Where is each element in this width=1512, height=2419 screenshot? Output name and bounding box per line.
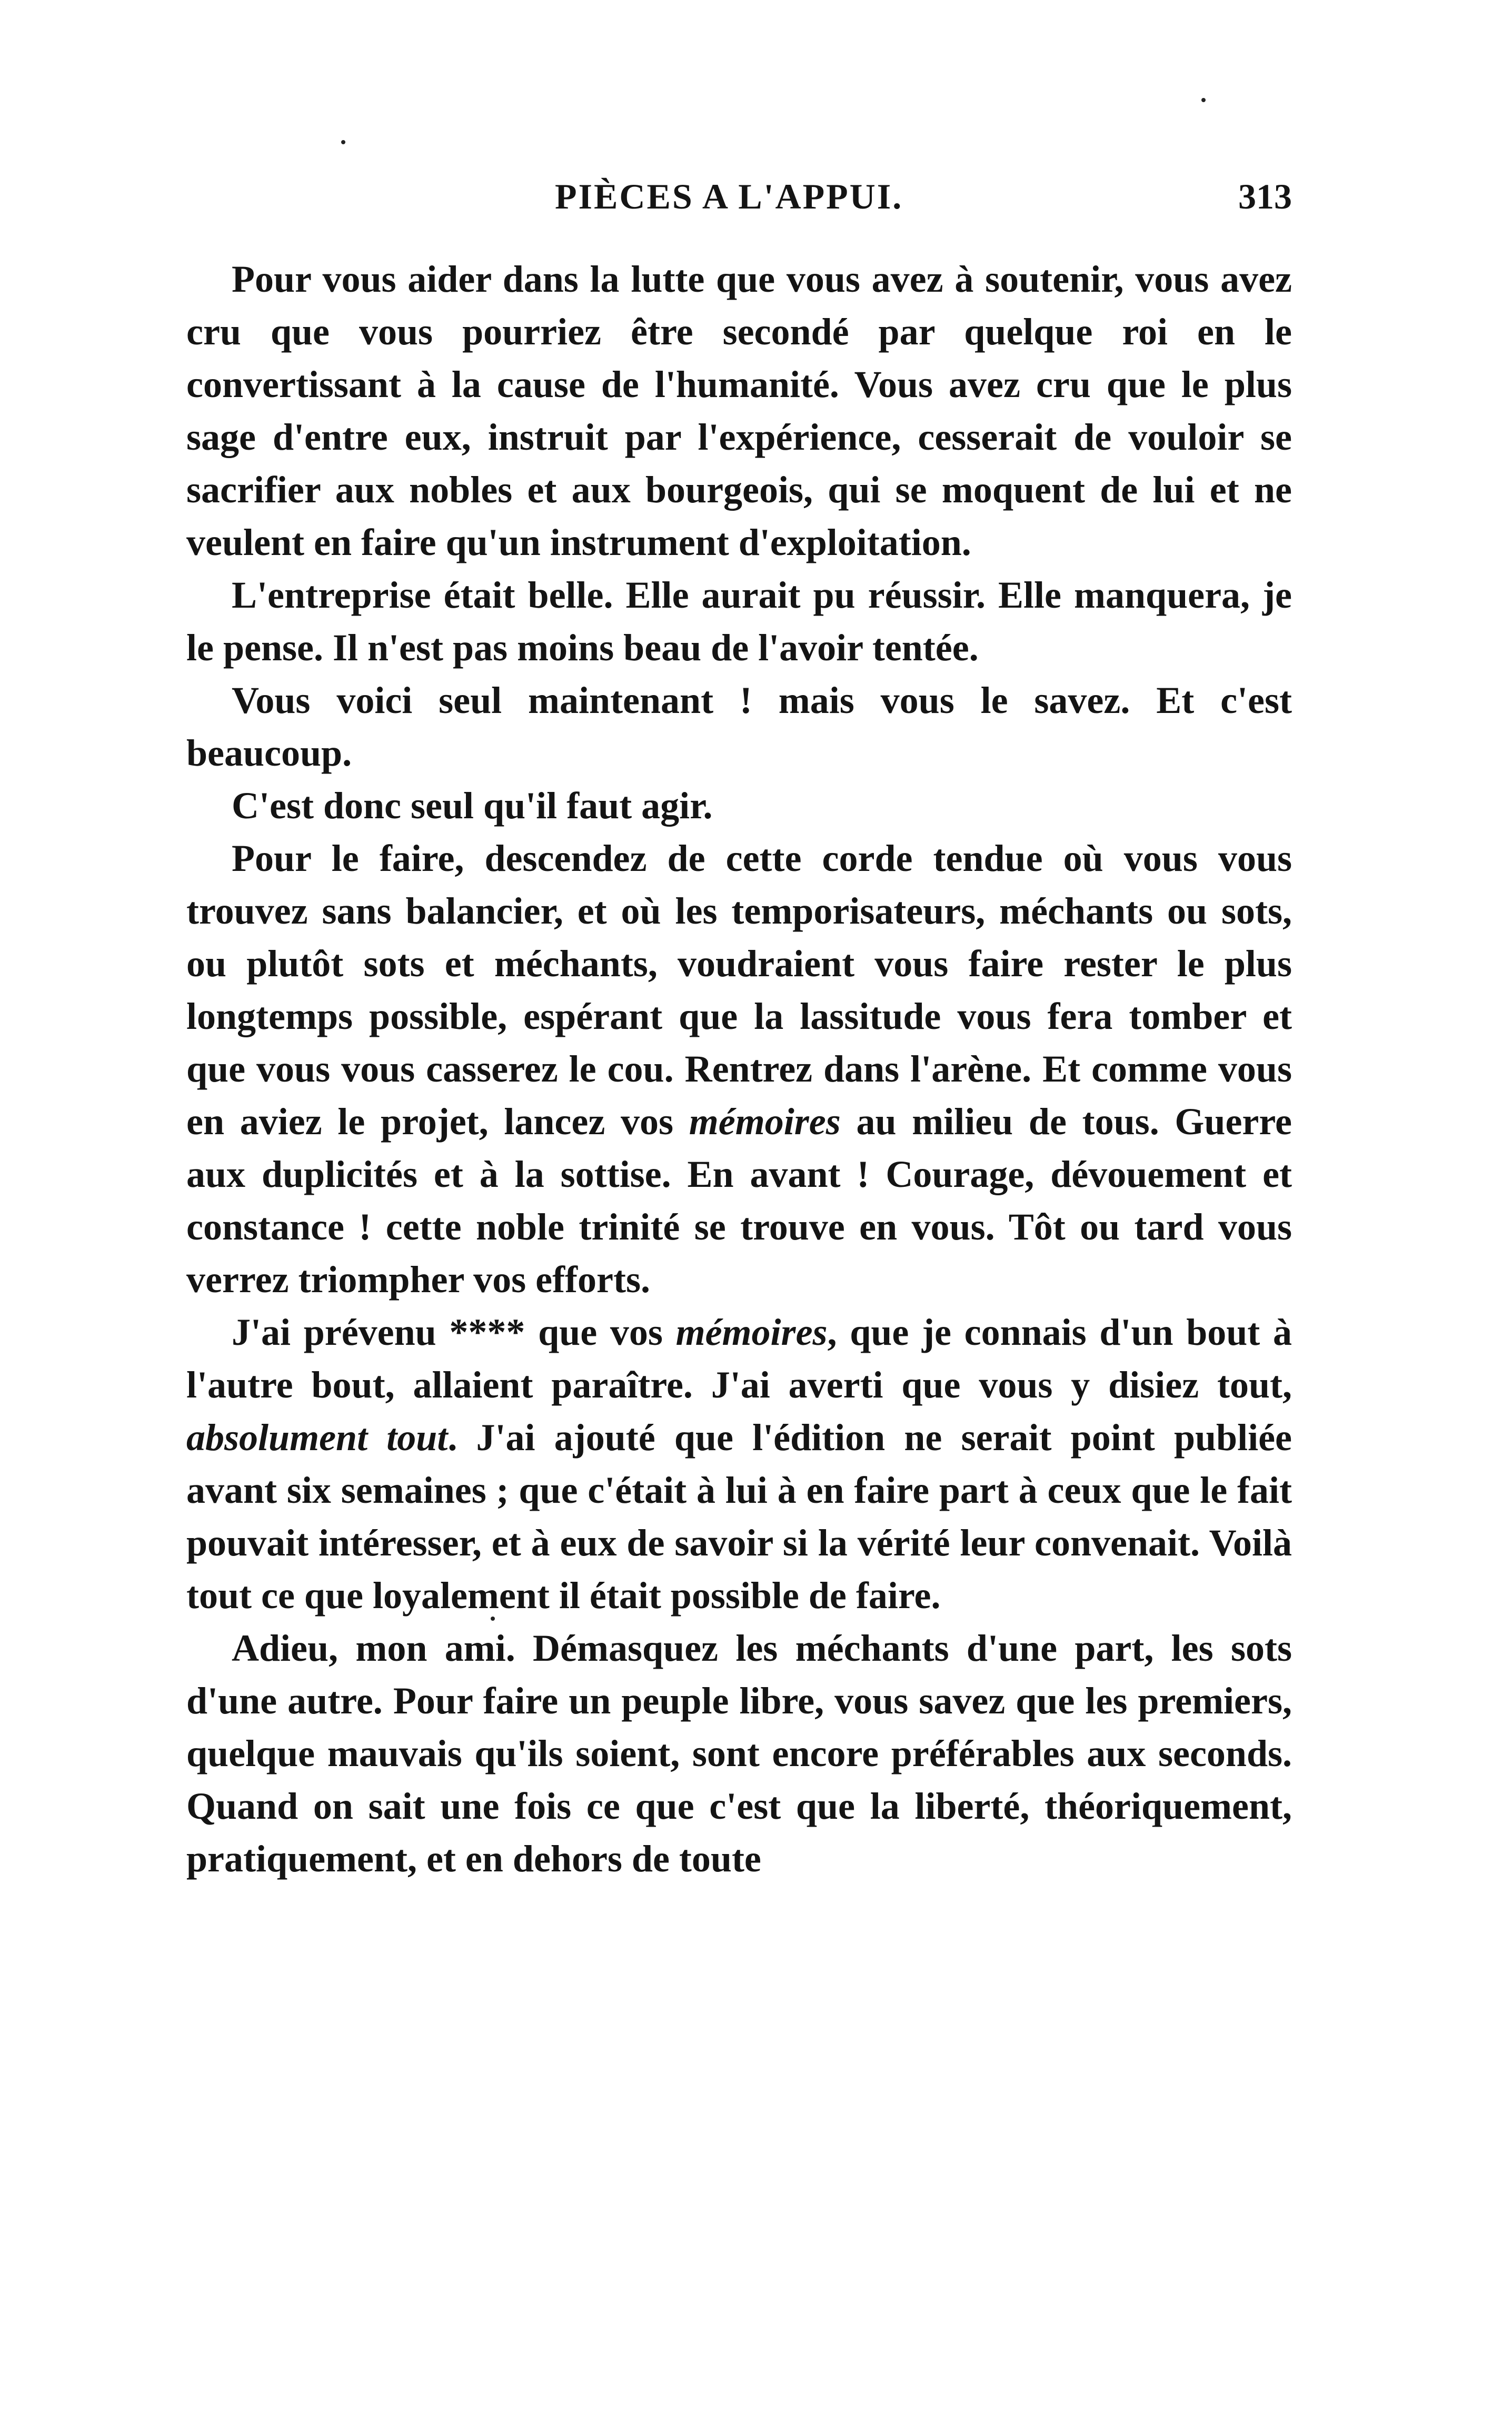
- running-title: PIÈCES A L'APPUI.: [555, 176, 903, 216]
- text-fragment: Pour vous aider dans la lutte que vous avez à soutenir, vous avez cru que vous pourriez être secondé par quelque roi en le convertissant à la cause de l'humanité. Vous avez cru que le plus sage d'entre eux, instruit par l'expérience, cesserait de vouloir se sacrifier aux nobles et aux bourgeois, qui se moquent de lui et ne veulent en faire qu'un instrument d'exploitation.: [186, 258, 1292, 563]
- text-fragment: L'entreprise était belle. Elle aurait pu réussir. Elle manquera, je le pense. Il n'est pas moins beau de l'avoir tentée.: [186, 574, 1292, 669]
- text-fragment: au milieu de tous. Guerre aux duplicités et à la sottise. En avant ! Courage, dévouement et constance ! cette noble trinité se trouve en vous. Tôt ou tard vous verrez triompher vos efforts.: [186, 1101, 1292, 1301]
- text-fragment: Adieu, mon ami. Démasquez les méchants d'une part, les sots d'une autre. Pour faire un peuple libre, vous savez que les premiers, quelque mauvais qu'ils soient, sont encore préférables aux seconds. Quand on sait une fois ce que c'est que la liberté, théoriquement, pratiquement, et en dehors de toute: [186, 1627, 1292, 1880]
- text-fragment: J'ai prévenu **** que vos: [232, 1311, 676, 1353]
- print-speck: [1201, 98, 1206, 102]
- paragraph: [186, 674, 1292, 779]
- body-text: [186, 253, 1292, 1885]
- text-fragment: . J'ai ajouté que l'édition ne serait point publiée avant six semaines ; que c'était à lui à en faire part à ceux que le fait pouvait intéresser, et à eux de savoir si la vérité leur convenait. Voilà tout ce que loyalement il était possible de faire.: [186, 1416, 1292, 1617]
- page-header: [186, 173, 1292, 220]
- text-fragment: , que je connais d'un bout à l'autre bout, allaient paraître. J'ai averti que vous y disiez tout,: [186, 1311, 1292, 1406]
- paragraph: [186, 779, 1292, 832]
- paragraph: [186, 832, 1292, 1306]
- text-fragment: Pour le faire, descendez de cette corde tendue où vous vous trouvez sans balancier, et où les temporisateurs, méchants ou sots, ou plutôt sots et méchants, voudraient vous faire rester le plus longtemps possible, espérant que la lassitude vous fera tomber et que vous vous casserez le cou. Rentrez dans l'arène. Et comme vous en aviez le projet, lancez vos: [186, 837, 1292, 1143]
- text-fragment: C'est donc seul qu'il faut agir.: [232, 785, 713, 827]
- italic-text: mémoires: [689, 1101, 841, 1143]
- italic-text: absolument tout: [186, 1416, 448, 1459]
- paragraph: [186, 569, 1292, 674]
- paragraph: [186, 253, 1292, 569]
- paragraph: [186, 1622, 1292, 1885]
- italic-text: mémoires: [675, 1311, 828, 1353]
- paragraph: [186, 1306, 1292, 1622]
- page-number: 313: [1238, 176, 1292, 216]
- text-fragment: Vous voici seul maintenant ! mais vous le savez. Et c'est beaucoup.: [186, 679, 1292, 774]
- print-speck: [341, 140, 345, 144]
